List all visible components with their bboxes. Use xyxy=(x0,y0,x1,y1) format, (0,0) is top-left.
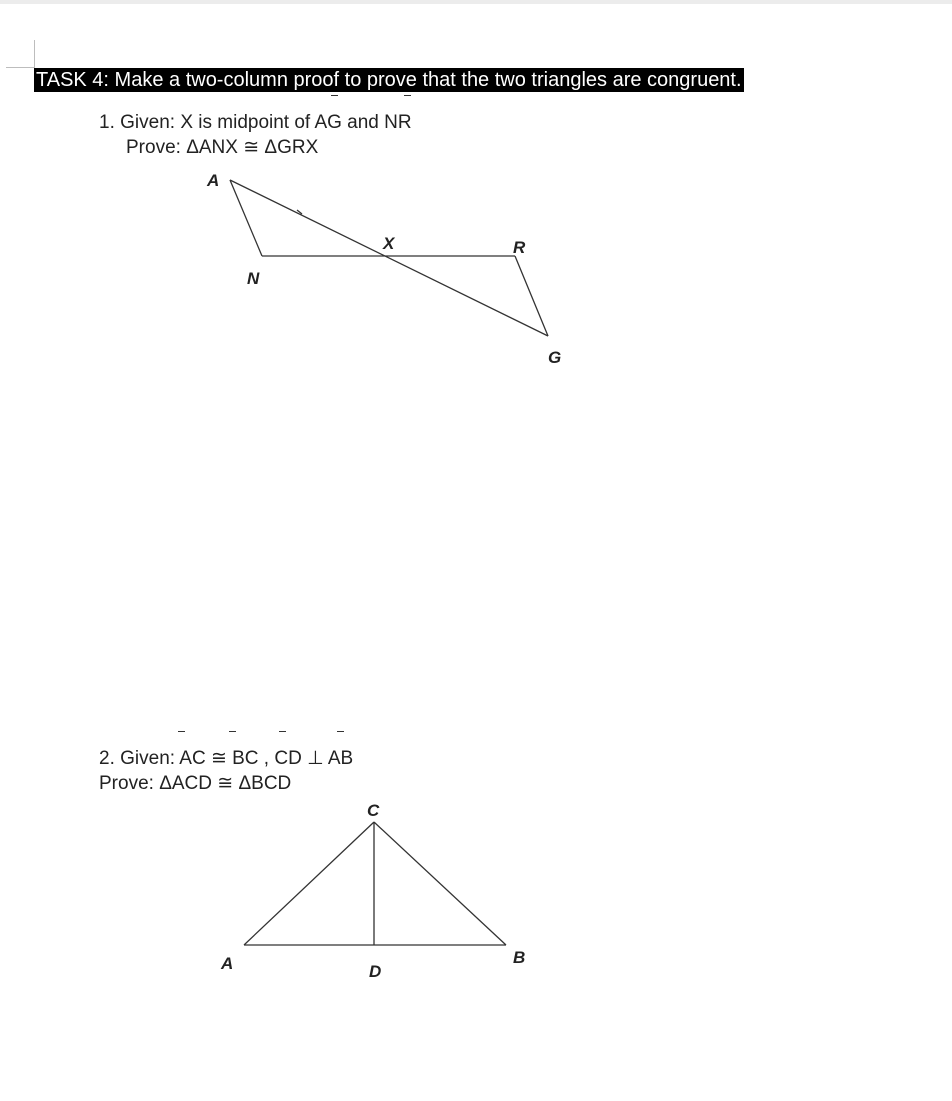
label-d: D xyxy=(369,962,382,981)
label-b: B xyxy=(513,948,526,967)
segment-ag xyxy=(230,180,548,336)
problem2-prove: Prove: ΔACD ≅ ΔBCD xyxy=(99,773,292,794)
overline-mark-2 xyxy=(229,731,236,732)
overline-mark-1 xyxy=(178,731,185,732)
label-c: C xyxy=(367,801,380,820)
label-g: G xyxy=(548,348,562,367)
segment-bc xyxy=(374,822,506,945)
segment-rg xyxy=(515,256,548,336)
segment-ac xyxy=(244,822,374,945)
problem2-given: 2. Given: AC ≅ BC , CD ⊥ AB xyxy=(99,748,354,769)
label-n: N xyxy=(247,269,260,288)
label-a-2: A xyxy=(221,954,234,973)
problem1-given: 1. Given: X is midpoint of AG and NR xyxy=(99,112,412,133)
segment-an xyxy=(230,180,262,256)
problem1-prove: Prove: ΔANX ≅ ΔGRX xyxy=(126,137,319,158)
label-a-1: A xyxy=(207,171,220,190)
overline-mark-4 xyxy=(337,731,344,732)
overline-mark-3 xyxy=(279,731,286,732)
label-r: R xyxy=(513,238,526,257)
task-heading: TASK 4: Make a two-column proof to prove that the two triangles are congruent. xyxy=(36,69,742,91)
label-x: X xyxy=(383,234,395,253)
